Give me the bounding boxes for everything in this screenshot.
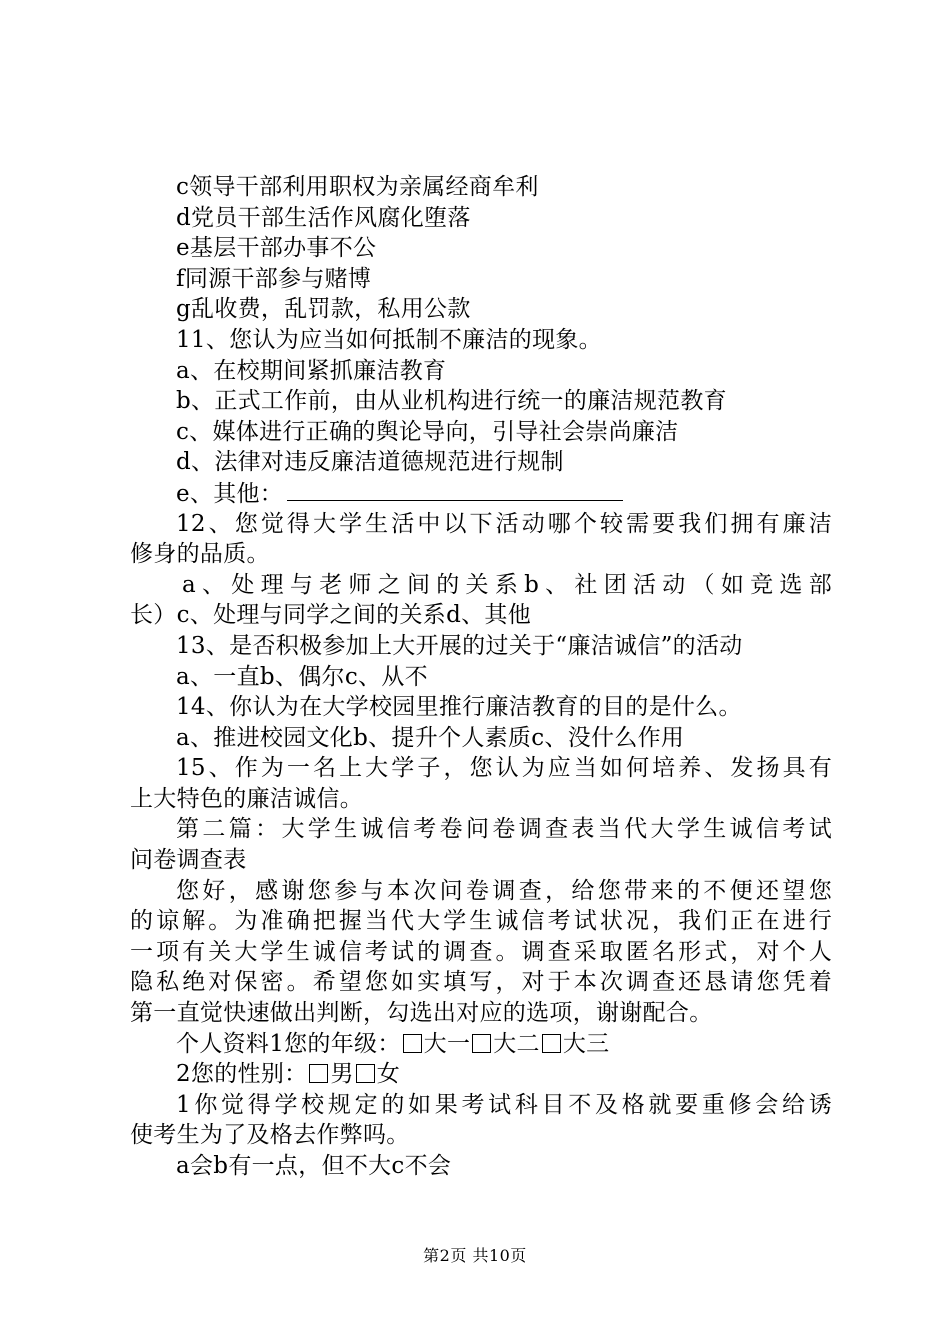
text-line: c、媒体进行正确的舆论导向，引导社会崇尚廉洁 xyxy=(176,418,679,445)
text-line xyxy=(130,478,832,509)
question-14: 14、你认为在大学校园里推行廉洁教育的目的是什么。 xyxy=(176,694,742,721)
text-line: d党员干部生活作风腐化堕落 xyxy=(176,204,471,231)
text-line: a、一直b、偶尔c、从不 xyxy=(176,663,428,690)
question-13: 13、是否积极参加上大开展的过关于“廉洁诚信”的活动 xyxy=(176,632,743,659)
page-footer: 第2页 共10页 xyxy=(423,1246,527,1265)
question-12: 12、您觉得大学生活中以下活动哪个较需要我们拥有廉洁 xyxy=(176,510,832,537)
answer-blank[interactable] xyxy=(287,478,623,501)
text-line: 修身的品质。 xyxy=(130,541,270,568)
text-line: 隐私绝对保密。希望您如实填写，对于本次调查还恳请您凭着 xyxy=(130,969,832,996)
text-line: a、处理与老师之间的关系b、社团活动（如竞选部 xyxy=(182,571,832,598)
text-line: 的谅解。为准确把握当代大学生诚信考试状况，我们正在进行 xyxy=(130,908,832,935)
grade-label: 个人资料1您的年级： xyxy=(176,1030,401,1057)
text-line: a、推进校园文化b、提升个人素质c、没什么作用 xyxy=(176,724,685,751)
checkbox-male[interactable] xyxy=(309,1064,328,1083)
text-line: a会b有一点，但不大c不会 xyxy=(176,1153,452,1179)
text-line: e基层干部办事不公 xyxy=(176,235,377,262)
text-line: 第一直觉快速做出判断，勾选出对应的选项，谢谢配合。 xyxy=(130,1000,713,1027)
checkbox-grade-3[interactable] xyxy=(542,1034,561,1053)
text-line: a、在校期间紧抓廉洁教育 xyxy=(176,357,447,384)
question-1: 1你觉得学校规定的如果考试科目不及格就要重修会给诱 xyxy=(176,1091,832,1118)
gender-line xyxy=(130,1059,832,1090)
grade-option-label: 大一 xyxy=(423,1030,471,1057)
grade-line xyxy=(130,1029,832,1060)
checkbox-grade-1[interactable] xyxy=(403,1034,422,1053)
gender-option-label: 女 xyxy=(376,1061,401,1088)
text-line: f同源干部参与赌博 xyxy=(176,265,372,292)
text-line: 上大特色的廉洁诚信。 xyxy=(130,785,363,812)
checkbox-female[interactable] xyxy=(356,1064,375,1083)
question-11: 11、您认为应当如何抵制不廉洁的现象。 xyxy=(176,326,602,353)
other-option-label: e、其他： xyxy=(176,480,284,507)
text-line: 长）c、处理与同学之间的关系d、其他 xyxy=(130,602,532,629)
grade-option-label: 大三 xyxy=(562,1030,610,1057)
text-line: b、正式工作前，由从业机构进行统一的廉洁规范教育 xyxy=(176,388,727,415)
document-body xyxy=(130,172,832,1182)
question-15: 15、作为一名上大学子，您认为应当如何培养、发扬具有 xyxy=(176,755,832,782)
text-line: 使考生为了及格去作弊吗。 xyxy=(130,1122,410,1149)
checkbox-grade-2[interactable] xyxy=(472,1034,491,1053)
text-line: g乱收费，乱罚款，私用公款 xyxy=(176,296,471,323)
text-line: 一项有关大学生诚信考试的调查。调查采取匿名形式，对个人 xyxy=(130,938,832,965)
intro-paragraph: 您好，感谢您参与本次问卷调查，给您带来的不便还望您 xyxy=(176,877,832,904)
gender-label: 2您的性别： xyxy=(176,1061,308,1088)
text-line: 问卷调查表 xyxy=(130,847,247,874)
section-heading: 第二篇：大学生诚信考卷问卷调查表当代大学生诚信考试 xyxy=(176,816,832,843)
gender-option-label: 男 xyxy=(330,1061,354,1088)
text-line: d、法律对违反廉洁道德规范进行规制 xyxy=(176,449,564,476)
text-line: c领导干部利用职权为亲属经商牟利 xyxy=(176,174,539,200)
grade-option-label: 大二 xyxy=(493,1030,540,1057)
